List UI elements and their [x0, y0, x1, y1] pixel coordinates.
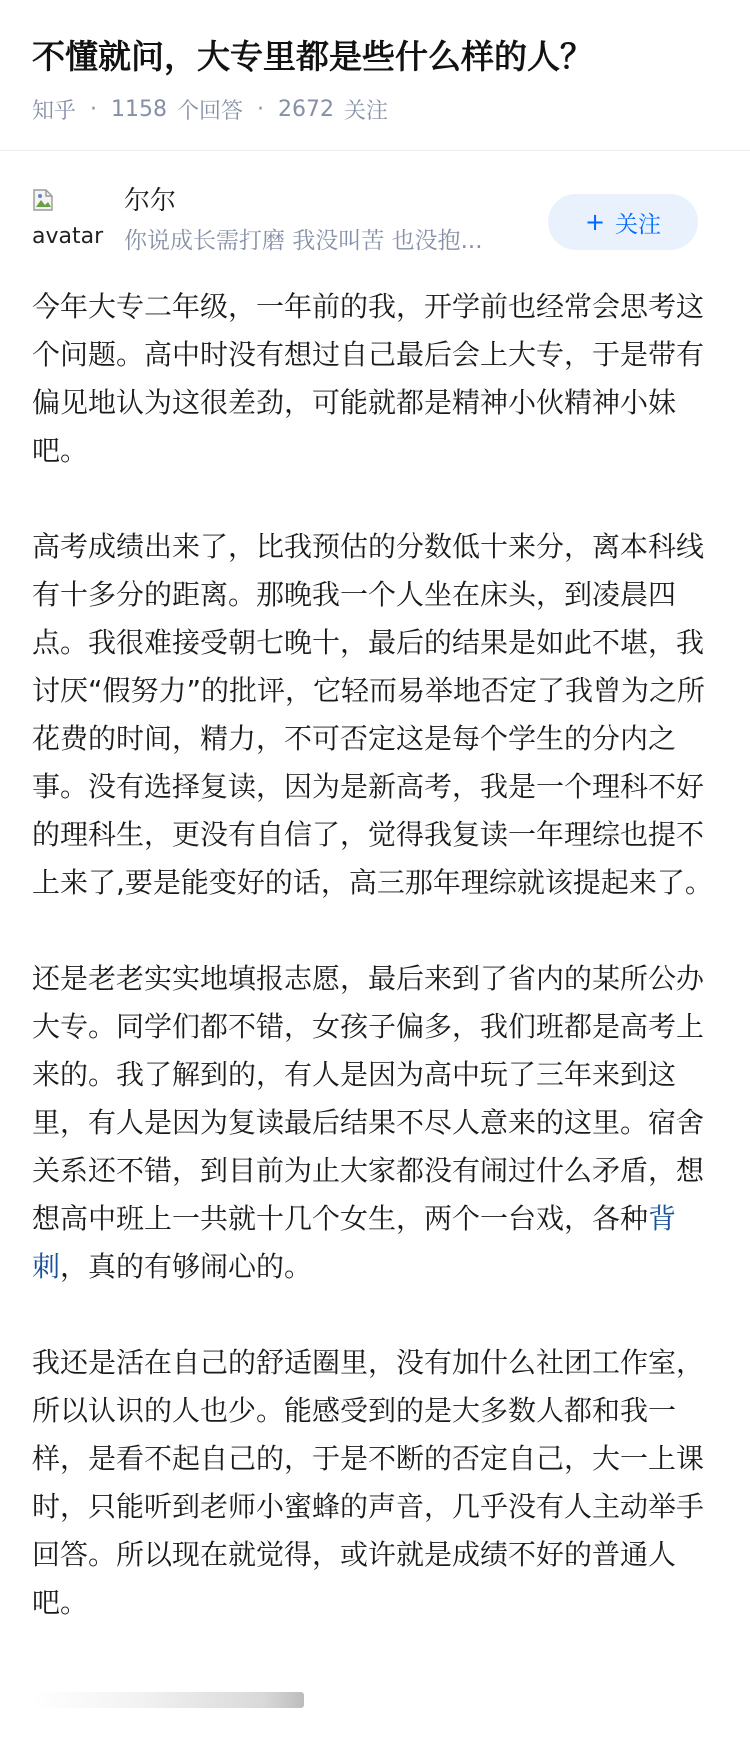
- meta-separator: ·: [90, 96, 98, 122]
- answer-paragraph-2: 高考成绩出来了，比我预估的分数低十来分，离本科线有十多分的距离。那晚我一个人坐在床头，到凌晨四点。我很难接受朝七晚十，最后的结果是如此不堪，我讨厌“假努力”的批评，它轻而易举地否定了我曾为之所花费的时间，精力，不可否定这是每个学生的分内之事。没有选择复读，因为是新高考，我是一个理科不好的理科生，更没有自信了，觉得我复读一年理综也提不上来了,要是能变好的话，高三那年理综就该提起来了。: [32, 530, 713, 899]
- answer-count: 1158: [111, 96, 168, 122]
- answer-paragraph-1: 今年大专二年级，一年前的我，开学前也经常会思考这个问题。高中时没有想过自己最后会上大专，于是带有偏见地认为这很差劲，可能就都是精神小伙精神小妹吧。: [32, 290, 705, 467]
- broken-image-icon: [32, 188, 54, 212]
- follower-count: 2672: [278, 96, 335, 122]
- plus-icon: +: [584, 208, 606, 236]
- source-label[interactable]: 知乎: [32, 98, 77, 124]
- question-meta: [32, 92, 388, 126]
- question-title[interactable]: 不懂就问，大专里都是些什么样的人？: [32, 37, 593, 76]
- question-header: [0, 0, 750, 151]
- avatar[interactable]: [32, 188, 104, 249]
- answer-count-label: 个回答: [177, 98, 244, 124]
- blurred-footer-bar: [32, 1692, 304, 1708]
- follower-count-label: 关注: [344, 98, 389, 124]
- answer-paragraph-4: 我还是活在自己的舒适圈里，没有加什么社团工作室，所以认识的人也少。能感受到的是大多数人都和我一样，是看不起自己的，于是不断的否定自己，大一上课时，只能听到老师小蜜蜂的声音，几乎没有人主动举手回答。所以现在就觉得，或许就是成绩不好的普通人吧。: [32, 1346, 705, 1619]
- author-bar: [0, 170, 750, 270]
- follow-label: 关注: [615, 211, 662, 238]
- meta-separator: ·: [257, 96, 265, 122]
- answer-paragraph-3: [32, 955, 722, 1291]
- paragraph-text: ，真的有够闹心的。: [60, 1250, 313, 1283]
- paragraph-text: 还是老老实实地填报志愿，最后来到了省内的某所公办大专。同学们都不错，女孩子偏多，我们班都是高考上来的。我了解到的，有人是因为高中玩了三年来到这里，有人是因为复读最后结果不尽人意来的这里。宿舍关系还不错，到目前为止大家都没有闹过什么矛盾，想想高中班上一共就十几个女生，两个一台戏，各种: [32, 962, 705, 1235]
- follow-button[interactable]: [548, 194, 698, 250]
- avatar-alt-text: avatar: [32, 224, 104, 249]
- author-headline: 你说成长需打磨 我没叫苦 也没抱...: [124, 228, 483, 254]
- keyword-link[interactable]: 背刺: [32, 1202, 677, 1283]
- answer-body: [32, 283, 722, 1675]
- author-name[interactable]: 尔尔: [124, 186, 177, 216]
